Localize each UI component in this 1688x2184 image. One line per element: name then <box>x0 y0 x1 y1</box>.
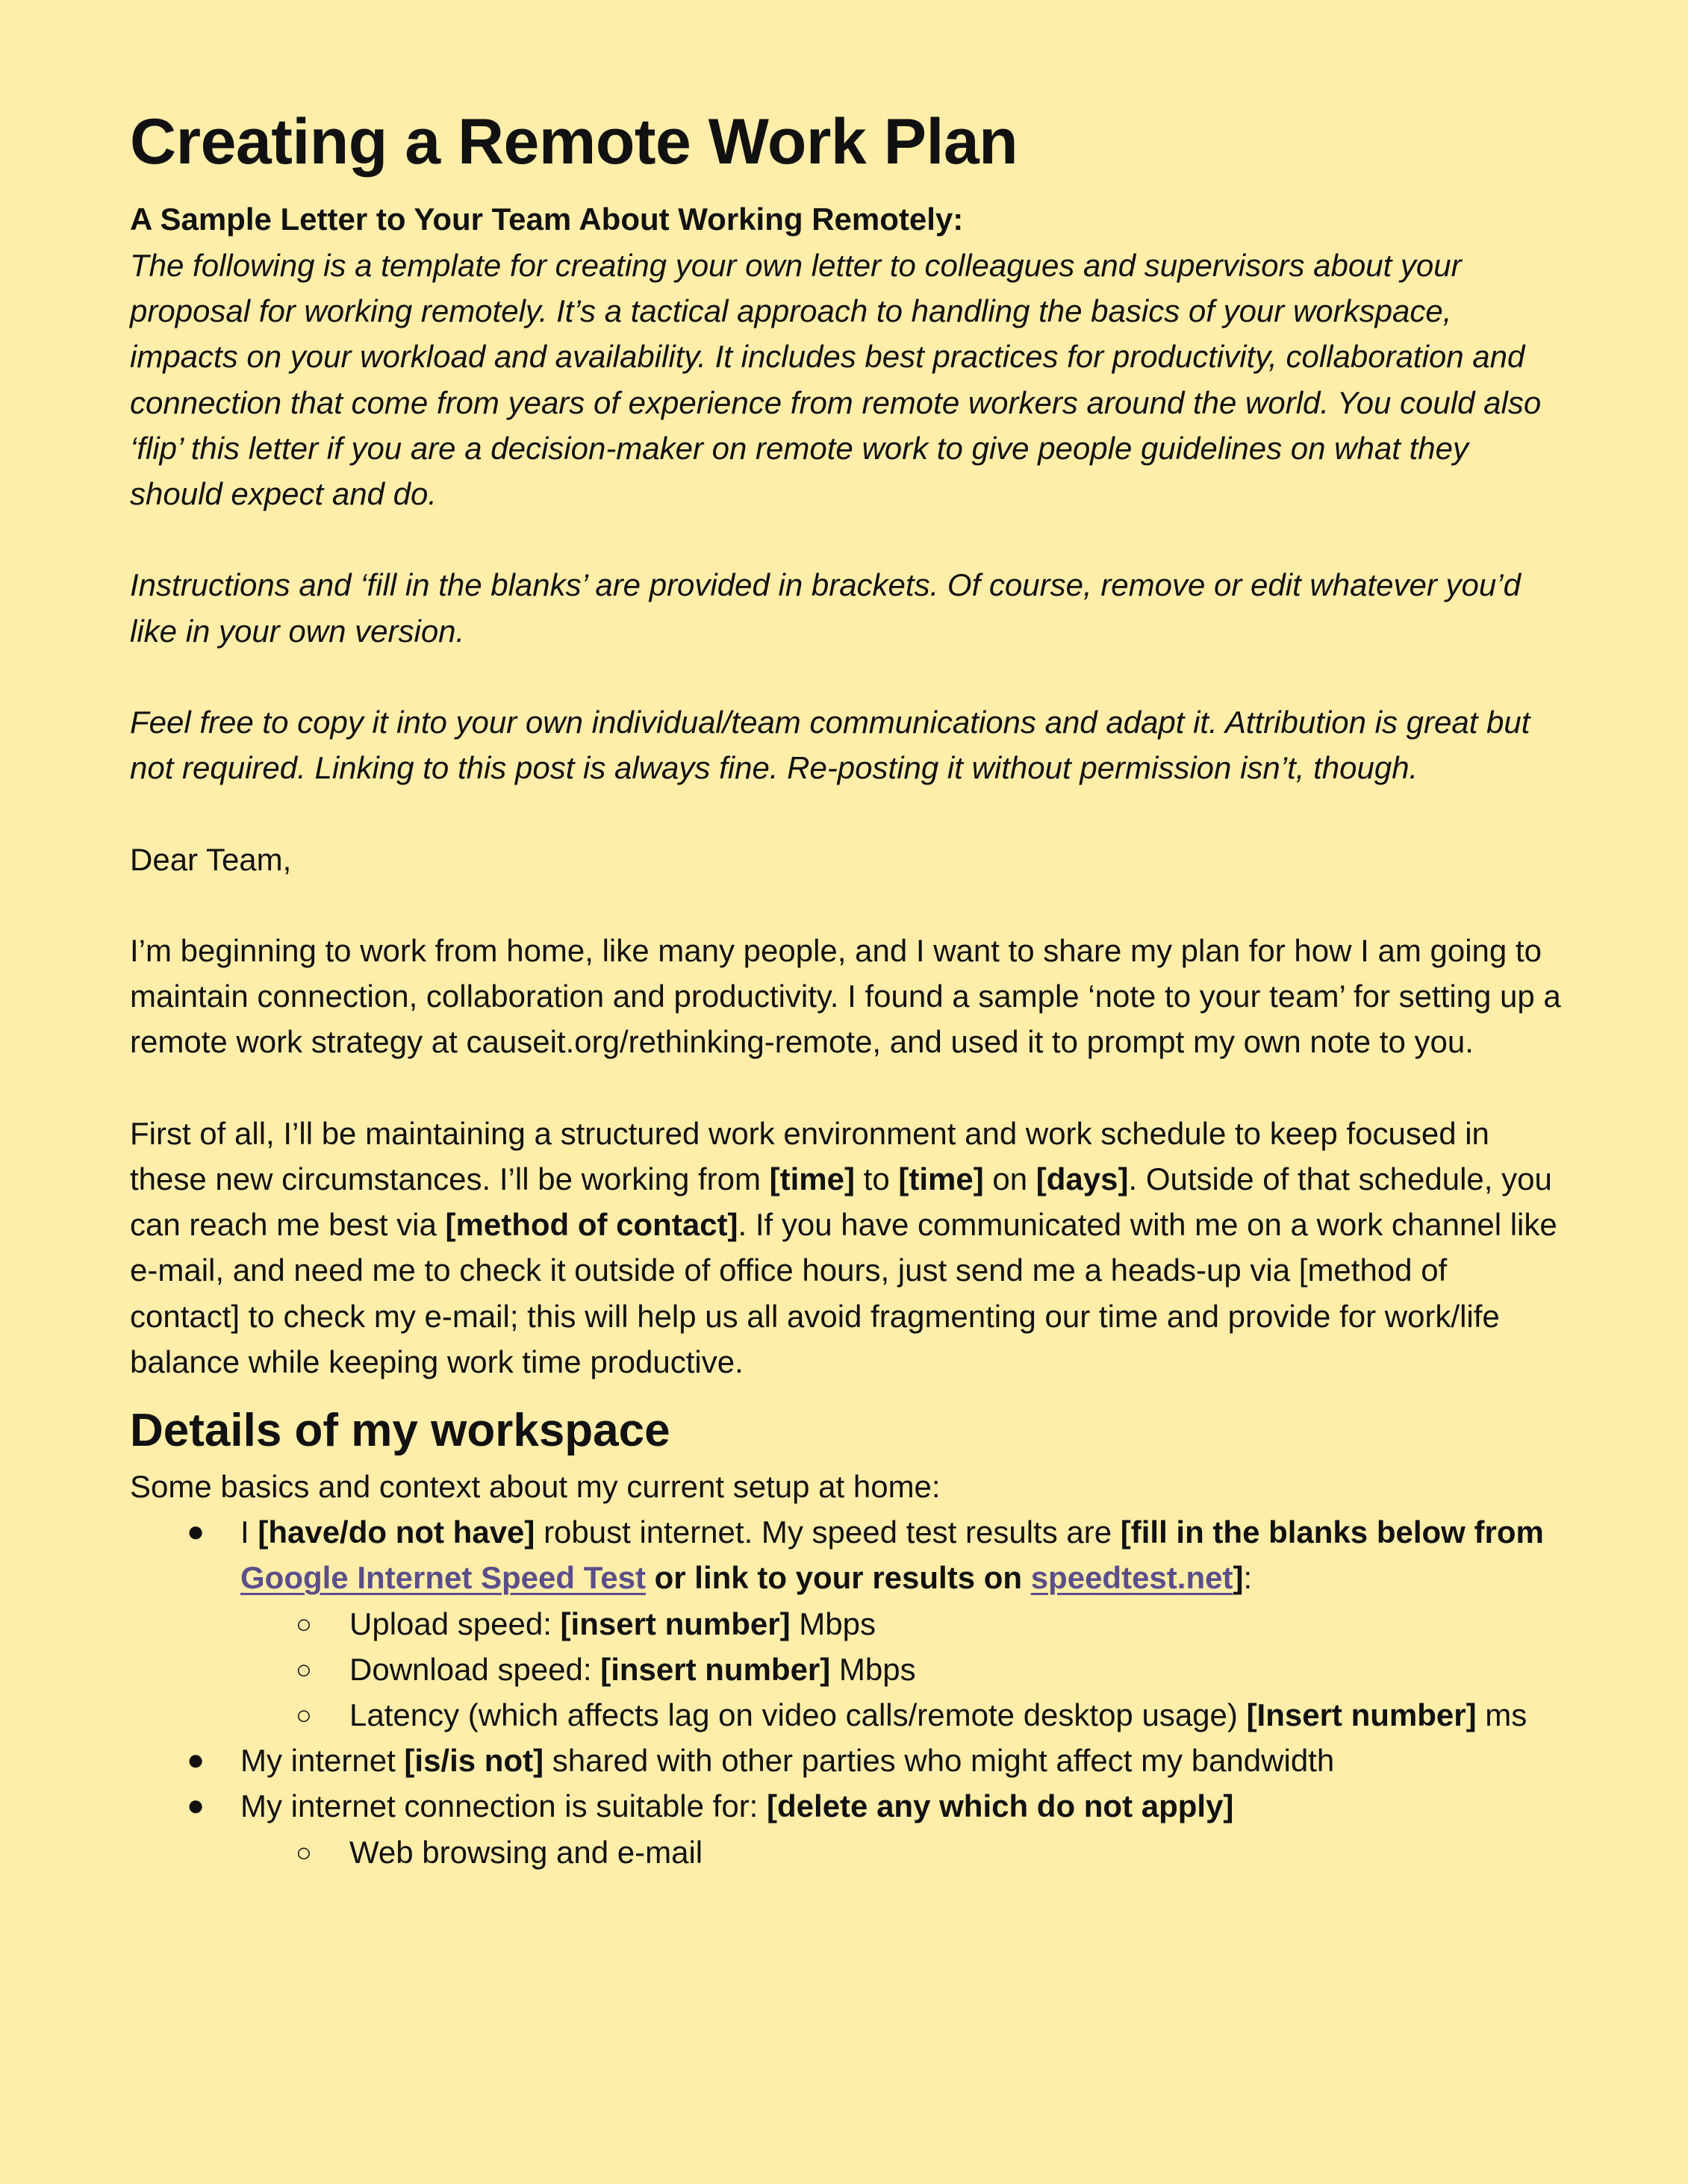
placeholder-time-start: [time] <box>769 1161 855 1196</box>
list-item-web-browsing <box>130 1829 1563 1875</box>
placeholder-method-of-contact: [method of contact] <box>445 1207 738 1243</box>
google-speed-test-link[interactable]: Google Internet Speed Test <box>240 1560 646 1596</box>
text: : <box>1243 1560 1253 1596</box>
list-item-download-speed <box>130 1647 1563 1692</box>
text: . Outside of that schedule, you can reach me best via <box>130 1161 1552 1243</box>
intro-paragraph-2: Instructions and ‘fill in the blanks’ are provided in brackets. Of course, remove or edit whatever you’d like in your own version. <box>130 567 1521 649</box>
text: First of all, I’ll be maintaining a structured work environment and work schedule to keep focused in these new circumstances. I’ll be working from <box>130 1115 1489 1196</box>
spacer <box>130 882 1563 928</box>
spacer <box>130 517 1563 562</box>
bullet-icon: ● <box>187 1789 205 1823</box>
text: . If you have communicated with me on a work channel like e-mail, and need me to check it outside of office hours, just send me a heads-up via [method of contact] to check my e-mail; this will help us all avoid fragmenting our time and provide for work/life balance while keeping work time productive. <box>130 1207 1557 1379</box>
text: Mbps <box>830 1651 916 1687</box>
text: My internet <box>240 1743 405 1779</box>
placeholder-time-end: [time] <box>898 1161 984 1196</box>
text: ] <box>1233 1560 1244 1596</box>
list-item-internet <box>130 1509 1563 1600</box>
text: on <box>983 1161 1036 1196</box>
speedtest-net-link[interactable]: speedtest.net <box>1030 1560 1233 1596</box>
text: I <box>240 1514 258 1550</box>
workspace-list <box>130 1509 1563 1875</box>
sub-bullet-icon: ○ <box>296 1836 312 1868</box>
list-item-shared <box>130 1738 1563 1783</box>
text: Latency (which affects lag on video calls/remote desktop usage) <box>349 1697 1247 1733</box>
spacer <box>130 1065 1563 1111</box>
text: My internet connection is suitable for: <box>240 1788 767 1824</box>
text: Upload speed: <box>349 1606 561 1641</box>
text: or link to your results on <box>645 1560 1031 1596</box>
sub-bullet-icon: ○ <box>296 1653 312 1685</box>
page-title: Creating a Remote Work Plan <box>130 106 1018 178</box>
bullet-icon: ● <box>187 1515 205 1549</box>
text: ms <box>1476 1697 1527 1733</box>
text: robust internet. My speed test results are <box>535 1514 1121 1550</box>
spacer <box>130 790 1563 836</box>
list-item-suitable <box>130 1783 1563 1829</box>
spacer <box>130 654 1563 699</box>
section-heading-workspace: Details of my workspace <box>130 1405 670 1456</box>
text: to <box>855 1161 899 1196</box>
placeholder: [is/is not] <box>404 1743 544 1779</box>
bullet-icon: ● <box>187 1744 205 1777</box>
text: Web browsing and e-mail <box>349 1834 703 1870</box>
letter-paragraph-1: I’m beginning to work from home, like many people, and I want to share my plan for how I am going to maintain connection, collaboration and productivity. I found a sample ‘note to your team’ for setting up a remote work strategy at causeit.org/rethinking-remote, and used it to prompt my own note to you. <box>130 932 1561 1060</box>
placeholder: [Insert number] <box>1246 1697 1477 1733</box>
sub-bullet-icon: ○ <box>296 1608 312 1639</box>
text: shared with other parties who might affect my bandwidth <box>544 1743 1335 1779</box>
text: Mbps <box>790 1606 876 1641</box>
intro-paragraph-3: Feel free to copy it into your own individual/team communications and adapt it. Attribution is great but not required. Linking to this post is always fine. Re-posting it without permission isn’t, though. <box>130 705 1530 786</box>
subtitle: A Sample Letter to Your Team About Working Remotely: <box>130 202 964 237</box>
text: [fill in the blanks below from <box>1120 1514 1544 1550</box>
section-intro: Some basics and context about my current setup at home: <box>130 1469 941 1504</box>
greeting: Dear Team, <box>130 841 292 877</box>
text: Download speed: <box>349 1651 601 1687</box>
placeholder-days: [days] <box>1035 1161 1129 1196</box>
document-page <box>130 101 1563 1875</box>
placeholder: [have/do not have] <box>258 1514 535 1550</box>
placeholder: [insert number] <box>560 1606 791 1641</box>
instruction: [delete any which do not apply] <box>767 1788 1234 1824</box>
list-item-upload-speed <box>130 1601 1563 1647</box>
list-item-latency <box>130 1692 1563 1738</box>
sub-bullet-icon: ○ <box>296 1700 312 1731</box>
placeholder: [insert number] <box>600 1651 831 1687</box>
intro-paragraph-1: The following is a template for creating your own letter to colleagues and supervisors about your proposal for working remotely. It’s a tactical approach to handling the basics of your workspace, impacts on your workload and availability. It includes best practices for productivity, collaboration and connection that come from years of experience from remote workers around the world. You could also ‘flip’ this letter if you are a decision-maker on remote work to give people guidelines on what they should expect and do. <box>130 248 1542 512</box>
letter-paragraph-2 <box>130 1111 1563 1385</box>
